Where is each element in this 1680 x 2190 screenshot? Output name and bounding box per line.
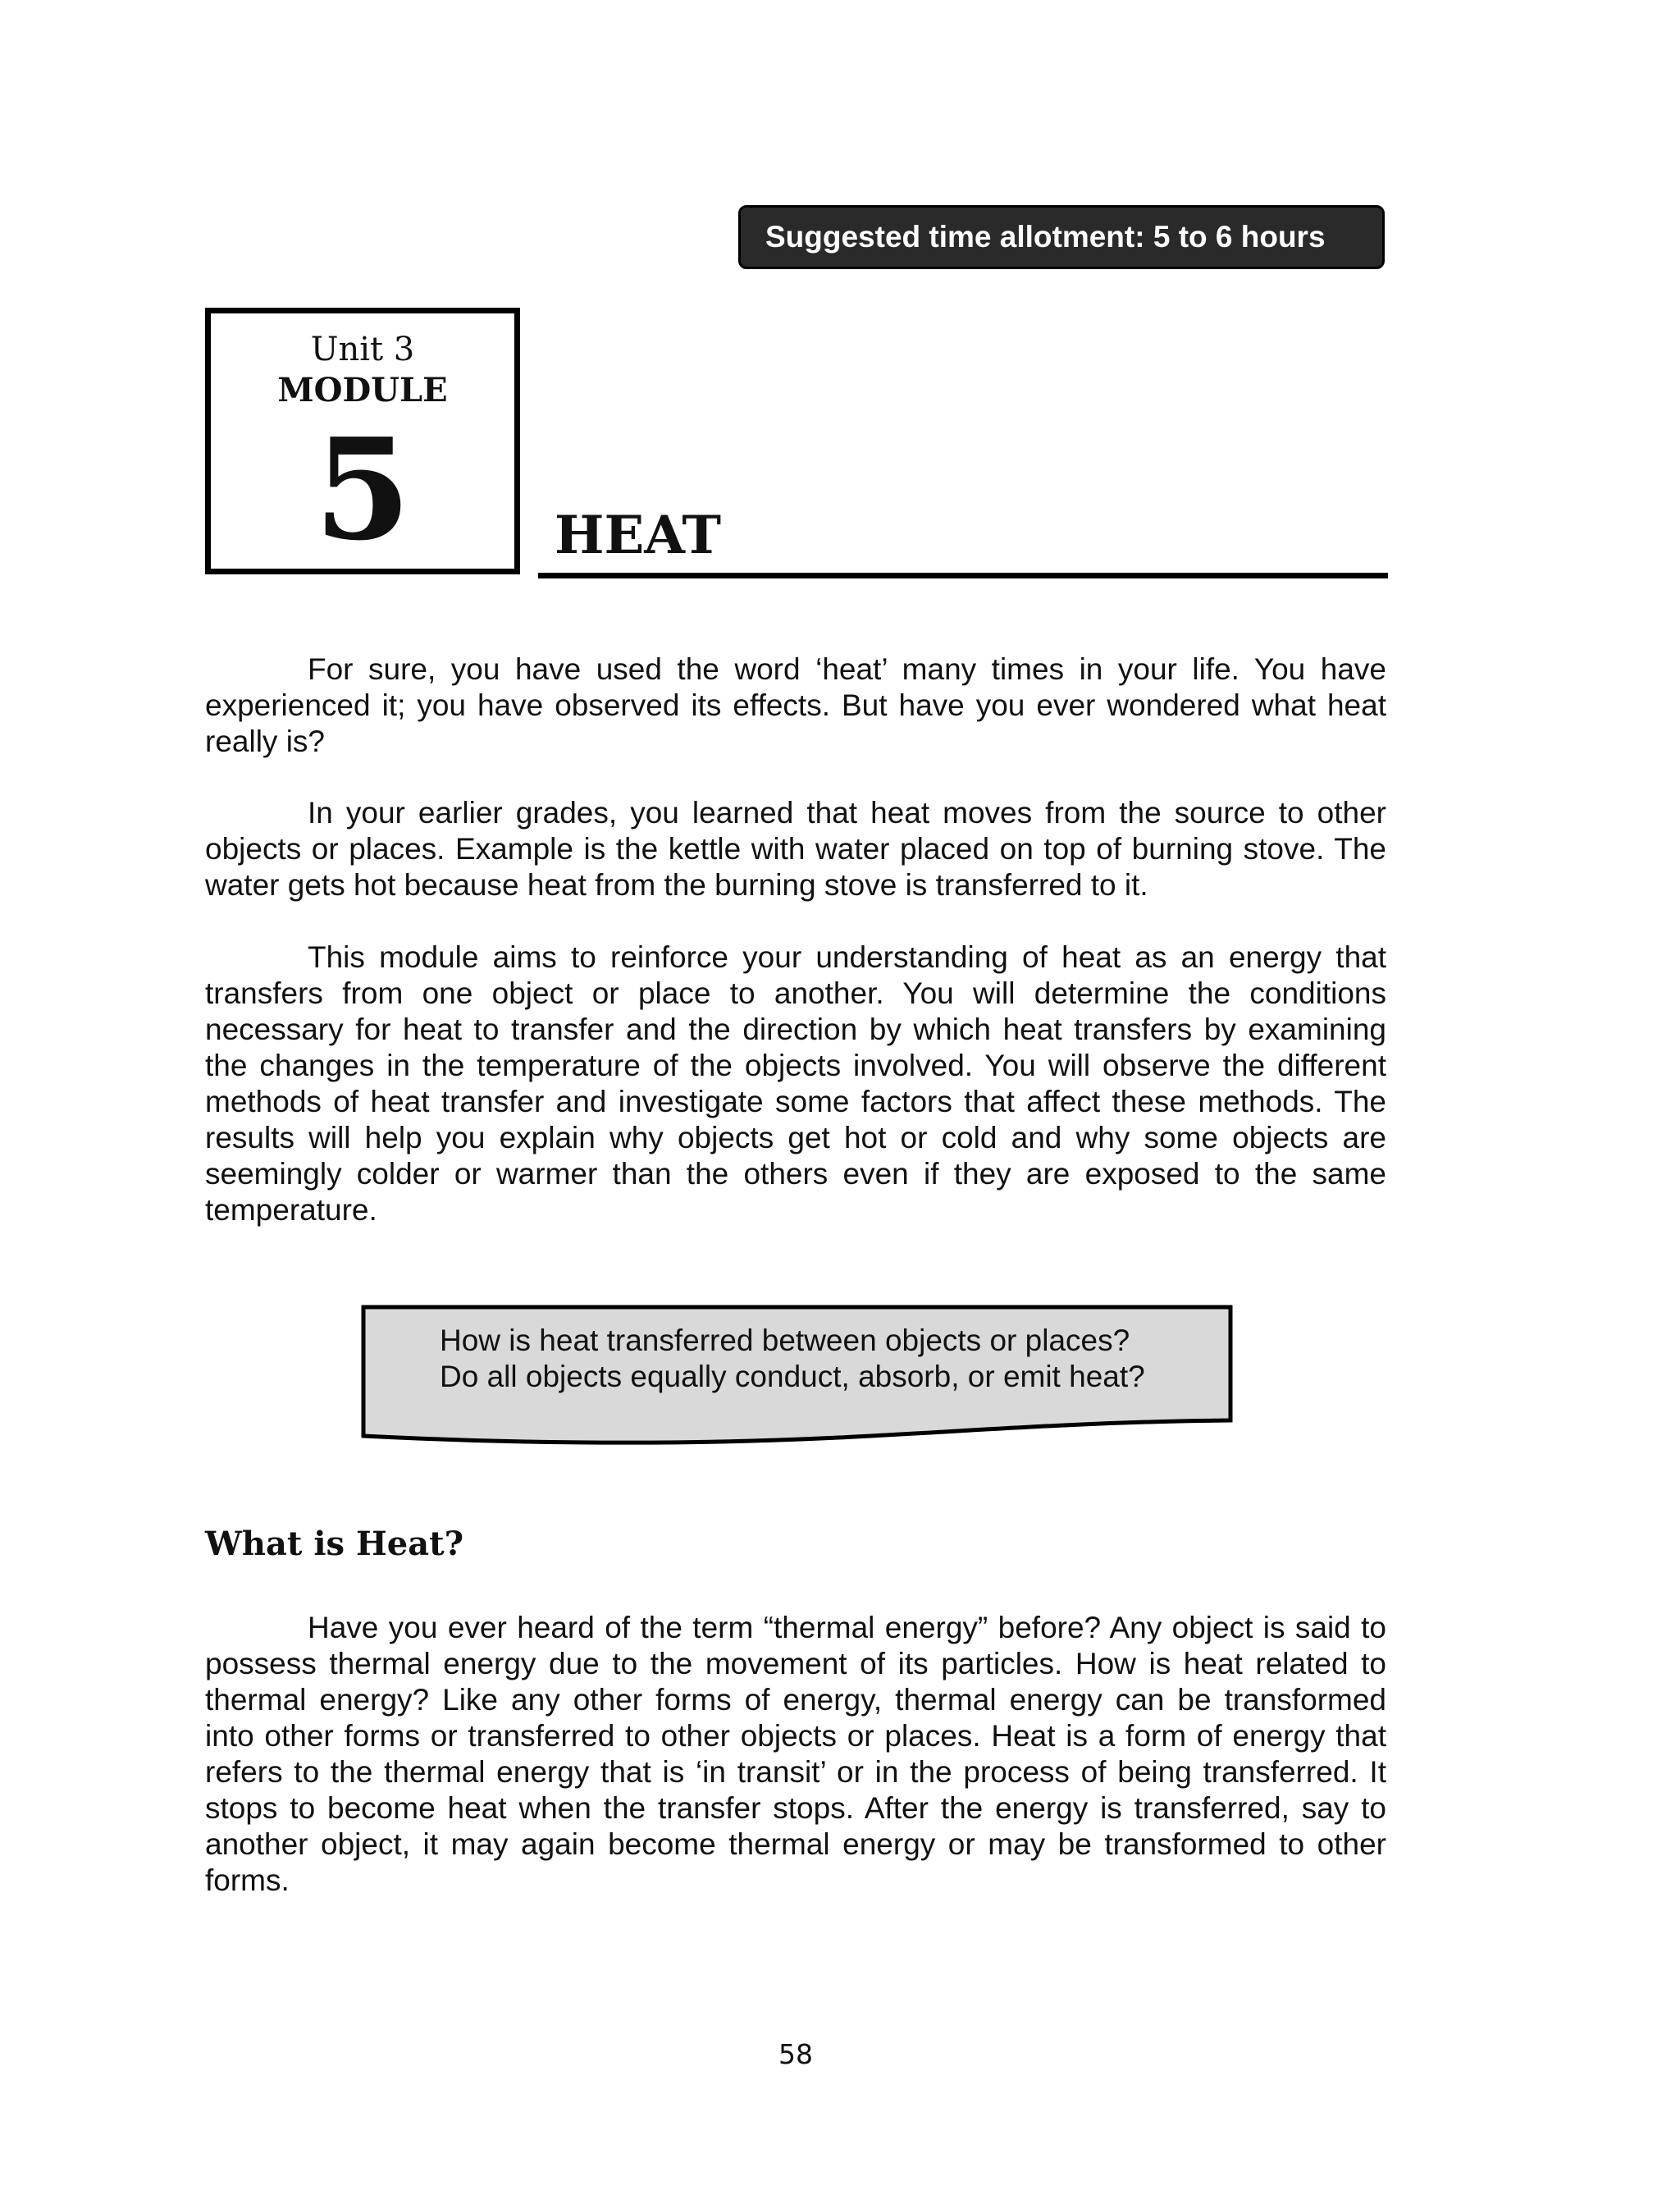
section-paragraph: Have you ever heard of the term “thermal energy” before? Any object is said to possess thermal energy due to the movement of its particles. How is heat related to thermal energy? Like any other forms of energy, thermal energy can be transformed into other forms or transferred to other objects or places. Heat is a form of energy that refers to the thermal energy that is ‘in transit’ or in the process of being transferred. It stops to become heat when the transfer stops. After the energy is transferred, say to another object, it may again become thermal energy or may be transformed to other forms. [205, 1611, 1386, 1897]
module-number: 5 [313, 408, 412, 572]
intro-paragraph-2: In your earlier grades, you learned that heat moves from the source to other objects or places. Example is the kettle with water placed on top of burning stove. The water gets hot because heat from the burning stove is transferred to it. [205, 796, 1386, 902]
time-allotment-badge: Suggested time allotment: 5 to 6 hours [738, 205, 1385, 269]
intro-paragraph-3: This module aims to reinforce your understanding of heat as an energy that transfers from one object or place to another. You will determine the conditions necessary for heat to transfer and the direction by which heat transfers by examining the changes in the temperature of the objects involved. You will observe the different methods of heat transfer and investigate some factors that affect these methods. The results will help you explain why objects get hot or cold and why some objects are seemingly colder or warmer than the others even if they are exposed to the same temperature. [205, 940, 1386, 1227]
key-question-2: Do all objects equally conduct, absorb, or emit heat? [440, 1360, 1145, 1393]
page-number: 58 [778, 2038, 813, 2070]
intro-paragraph-1: For sure, you have used the word ‘heat’ many times in your life. You have experienced it; you have observed its effects. But have you ever wondered what heat really is? [205, 652, 1386, 758]
section-heading: What is Heat? [205, 1525, 464, 1563]
module-box [205, 308, 520, 574]
module-unit: Unit 3 [310, 331, 415, 368]
page-title: HEAT [555, 505, 722, 566]
module-label: MODULE [277, 371, 448, 409]
title-underline [538, 573, 1388, 578]
key-question-1: How is heat transferred between objects or places? [440, 1324, 1130, 1357]
key-questions-box [361, 1305, 1234, 1452]
